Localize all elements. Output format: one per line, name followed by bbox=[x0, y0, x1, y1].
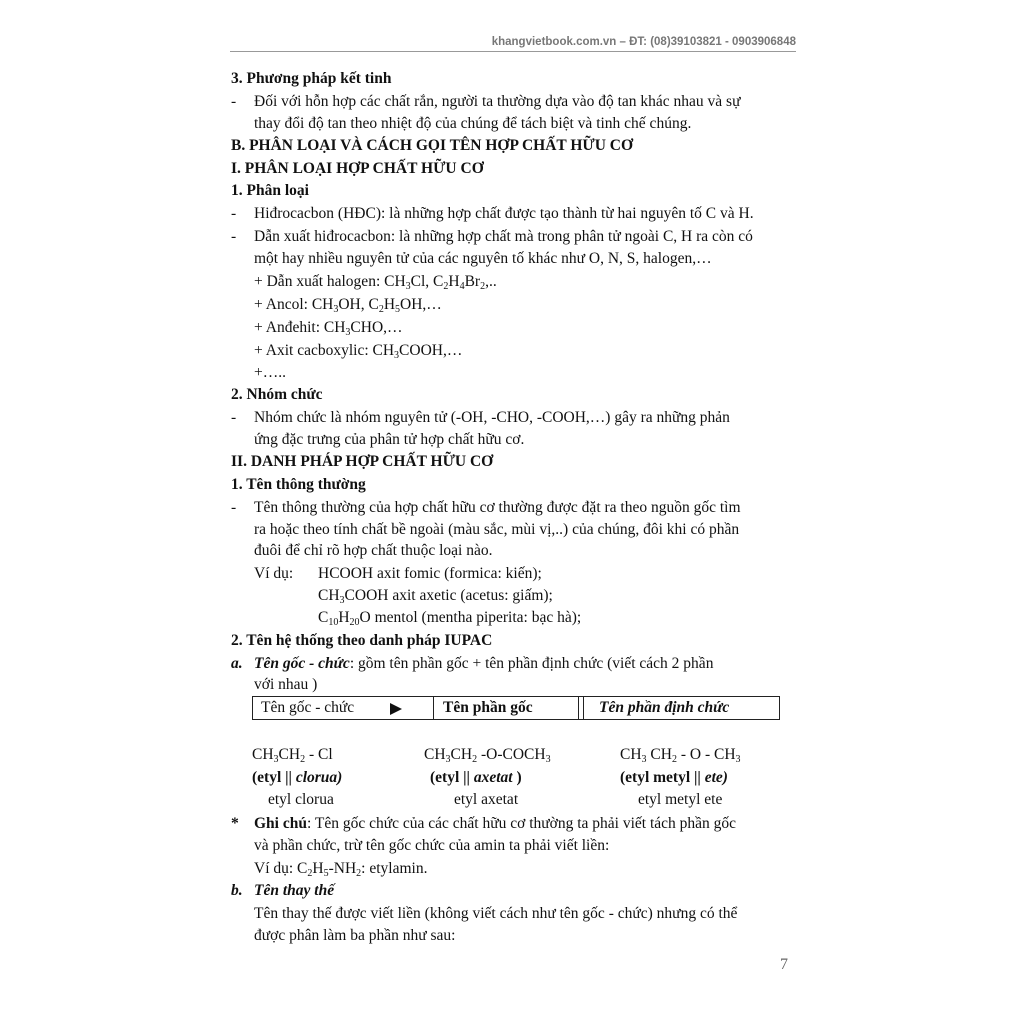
full-name-3: etyl metyl ete bbox=[638, 791, 723, 808]
bullet-dash: - bbox=[231, 409, 237, 426]
section-title: 2. Tên hệ thống theo danh pháp IUPAC bbox=[231, 632, 493, 649]
paragraph-line: Tên gốc - chức: gồm tên phần gốc + tên phần định chức (viết cách 2 phần bbox=[254, 655, 714, 672]
paragraph-line: một hay nhiều nguyên tử của các nguyên tố khác như O, N, S, halogen,… bbox=[254, 250, 712, 267]
example-line: $C_{10}H_{20}O$ mentol (mentha piperita: bạc hà); bbox=[318, 609, 582, 628]
paragraph-line: đuôi để chỉ rõ hợp chất thuộc loại nào. bbox=[254, 542, 493, 559]
paragraph-line: Nhóm chức là nhóm nguyên tử (-OH, -CHO, -COOH,…) gây ra những phản bbox=[254, 409, 730, 426]
name-parts-2: (etyl || axetat ) bbox=[430, 769, 522, 786]
name-parts-1: (etyl || clorua) bbox=[252, 769, 343, 786]
name-parts-3: (etyl metyl || ete) bbox=[620, 769, 728, 786]
example-label: Ví dụ: bbox=[254, 565, 294, 582]
paragraph-line: Tên thay thế được viết liền (không viết cách như tên gốc - chức) nhưng có thể bbox=[254, 905, 738, 922]
list-item-ancol: + Ancol: $CH_3OH$, $C_2H_5OH,\dots$ bbox=[254, 296, 442, 315]
paragraph-line: Hiđrocacbon (HĐC): là những hợp chất được tạo thành từ hai nguyên tố C và H. bbox=[254, 205, 754, 222]
note-line: và phần chức, trừ tên gốc chức của amin ta phải viết liền: bbox=[254, 837, 610, 854]
part-heading: II. DANH PHÁP HỢP CHẤT HỮU CƠ bbox=[231, 453, 494, 470]
header-rule bbox=[230, 51, 796, 52]
box-cell-label: Tên gốc - chức bbox=[261, 699, 355, 716]
bullet-dash: - bbox=[231, 499, 237, 516]
bullet-dash: - bbox=[231, 205, 237, 222]
formula-ethyl-chloride: $CH_3CH_2$ - Cl bbox=[252, 746, 333, 765]
bullet-dash: - bbox=[231, 228, 237, 245]
section-title: 3. Phương pháp kết tinh bbox=[231, 70, 392, 87]
divider bbox=[578, 697, 579, 719]
paragraph-line: ra hoặc theo tính chất bề ngoài (màu sắc, mùi vị,..) của chúng, đôi khi có phần bbox=[254, 521, 740, 538]
paragraph-line: với nhau ) bbox=[254, 676, 318, 693]
paragraph-line: thay đổi độ tan theo nhiệt độ của chúng để tách biệt và tinh chế chúng. bbox=[254, 115, 692, 132]
list-item-axit: + Axit cacboxylic: $CH_3COOH,\dots$ bbox=[254, 342, 463, 361]
example-line: $CH_3COOH$ axit axetic (acetus: giấm); bbox=[318, 587, 553, 606]
paragraph-line: Tên thông thường của hợp chất hữu cơ thường được đặt ra theo nguồn gốc tìm bbox=[254, 499, 741, 516]
divider bbox=[583, 697, 584, 719]
divider bbox=[433, 697, 434, 719]
note-star: * bbox=[231, 815, 239, 832]
list-item-more: +….. bbox=[254, 364, 286, 381]
box-cell-function: Tên phần định chức bbox=[599, 699, 730, 716]
list-item-halogen: + Dẫn xuất halogen: $CH_3Cl$, $C_2H_4Br_2$,.. bbox=[254, 273, 497, 292]
section-title: 2. Nhóm chức bbox=[231, 386, 323, 403]
full-name-1: etyl clorua bbox=[268, 791, 334, 808]
paragraph-line: được phân làm ba phần như sau: bbox=[254, 927, 456, 944]
section-title: 1. Tên thông thường bbox=[231, 476, 366, 493]
paragraph-line: ứng đặc trưng của phân tử hợp chất hữu cơ. bbox=[254, 431, 525, 448]
paragraph-line: Dẫn xuất hiđrocacbon: là những hợp chất mà trong phân tử ngoài C, H ra còn có bbox=[254, 228, 753, 245]
note-example: Ví dụ: $C_2H_5-NH_2$: etylamin. bbox=[254, 860, 428, 879]
item-marker: b. bbox=[231, 882, 243, 899]
page-header: khangvietbook.com.vn – ĐT: (08)39103821 - 0903906848 bbox=[491, 36, 796, 48]
formula-ethyl-acetate: $CH_3CH_2$ $-O-COCH_3$ bbox=[424, 746, 551, 765]
subsection-title: Tên thay thế bbox=[254, 882, 335, 899]
box-cell-root: Tên phần gốc bbox=[443, 699, 533, 716]
naming-structure-box bbox=[252, 696, 780, 720]
arrow-right-icon bbox=[390, 703, 402, 715]
full-name-2: etyl axetat bbox=[454, 791, 519, 808]
part-heading: B. PHÂN LOẠI VÀ CÁCH GỌI TÊN HỢP CHẤT HỮU CƠ bbox=[231, 137, 634, 154]
section-title: 1. Phân loại bbox=[231, 182, 309, 199]
item-marker: a. bbox=[231, 655, 243, 672]
list-item-andehit: + Anđehit: $CH_3CHO,\dots$ bbox=[254, 319, 403, 338]
bullet-dash: - bbox=[231, 93, 237, 110]
part-heading: I. PHÂN LOẠI HỢP CHẤT HỮU CƠ bbox=[231, 160, 484, 177]
example-line: HCOOH axit fomic (formica: kiến); bbox=[318, 565, 542, 582]
paragraph-line: Đối với hỗn hợp các chất rắn, người ta thường dựa vào độ tan khác nhau và sự bbox=[254, 93, 741, 110]
note-line: Ghi chú: Tên gốc chức của các chất hữu cơ thường ta phải viết tách phần gốc bbox=[254, 815, 737, 832]
page-number: 7 bbox=[780, 956, 788, 973]
formula-ethyl-methyl-ether: $CH_3$ $CH_2$ - O - $CH_3$ bbox=[620, 746, 741, 765]
